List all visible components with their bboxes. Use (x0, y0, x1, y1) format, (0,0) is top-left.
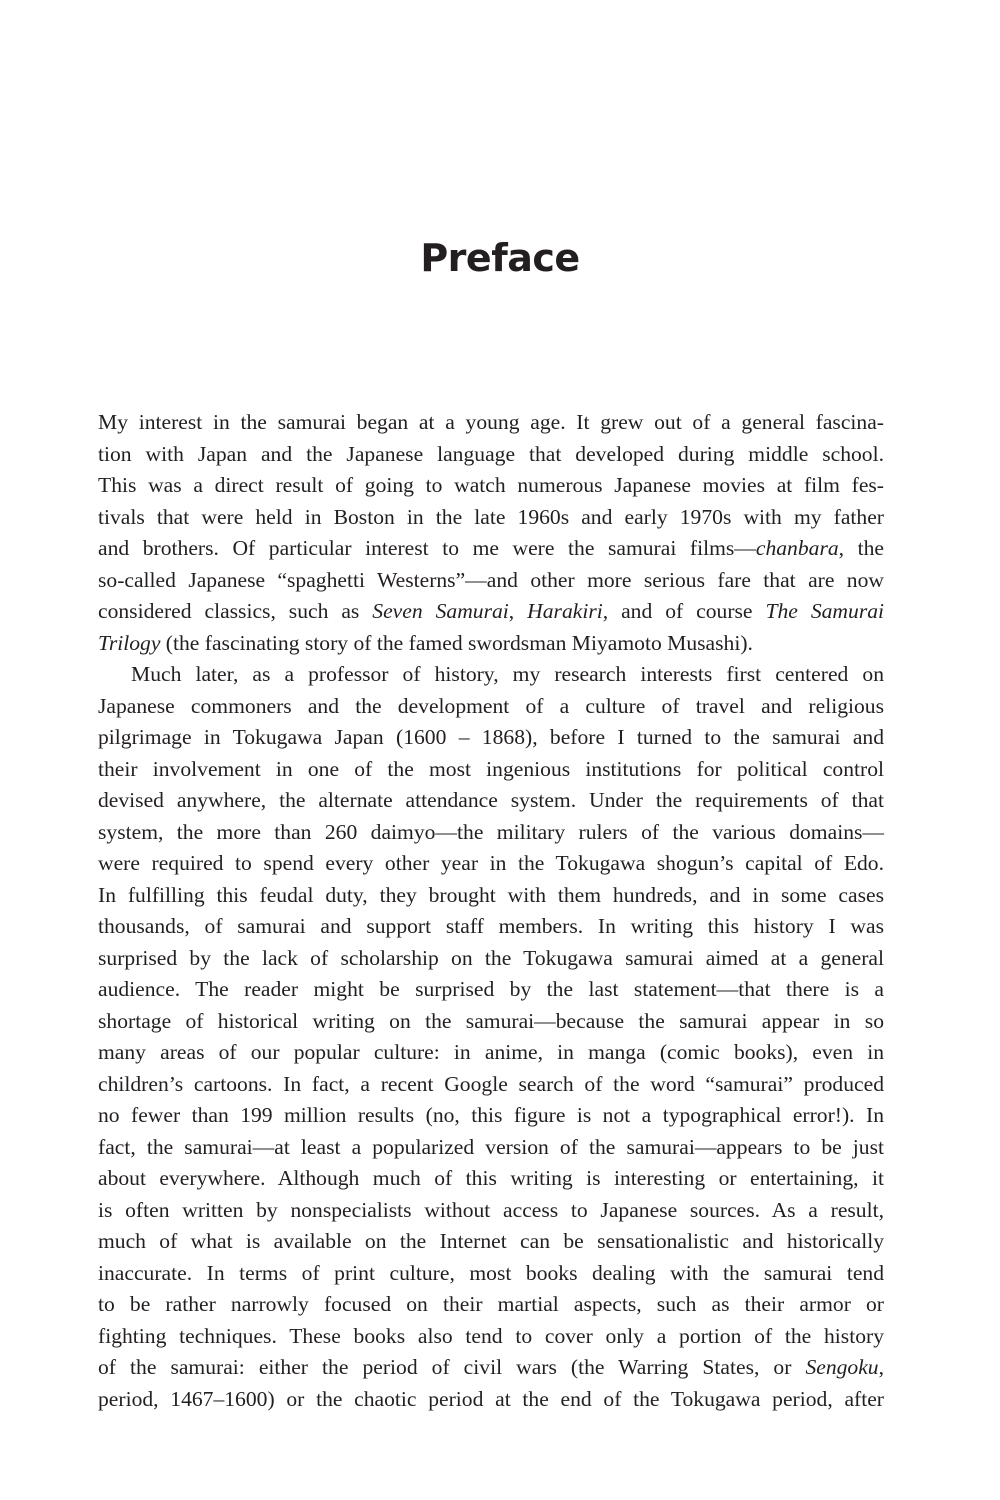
text-line: In fulfilling this feudal duty, they brought with them hundreds, and in some cases (98, 882, 884, 907)
text-line: period, 1467–1600) or the chaotic period at the end of the Tokugawa period, after (98, 1386, 884, 1411)
text-line: This was a direct result of going to watch numerous Japanese movies at film fes- (98, 473, 884, 497)
text-line: children’s cartoons. In fact, a recent Google search of the word “samurai” produced (98, 1071, 884, 1096)
chapter-title: Preface (420, 236, 580, 280)
text-segment: , (878, 1355, 884, 1379)
text-line: were required to spend every other year in the Tokugawa shogun’s capital of Edo. (98, 851, 884, 875)
text-line: many areas of our popular culture: in anime, in manga (comic books), even in (98, 1040, 884, 1064)
italic-text: Trilogy (98, 630, 161, 655)
text-line: so-called Japanese “spaghetti Westerns”—and other more serious fare that are now (98, 567, 884, 592)
text-line: about everywhere. Although much of this writing is interesting or entertaining, it (98, 1166, 884, 1190)
italic-text: Sengoku (805, 1355, 879, 1379)
text-line: My interest in the samurai began at a young age. It grew out of a general fascina- (98, 410, 884, 434)
text-line: system, the more than 260 daimyo—the military rulers of the various domains— (98, 819, 884, 844)
text-segment: (the fascinating story of the famed swordsman Miyamoto Musashi). (160, 630, 753, 655)
text-line: devised anywhere, the alternate attendance system. Under the requirements of that (98, 788, 884, 812)
text-line: Japanese commoners and the development of a culture of travel and religious (98, 693, 884, 718)
text-segment: and brothers. Of particular interest to me were the samurai films— (98, 536, 756, 560)
text-line (98, 628, 884, 660)
text-line: is often written by nonspecialists without access to Japanese sources. As a result, (98, 1197, 884, 1222)
text-line: inaccurate. In terms of print culture, most books dealing with the samurai tend (98, 1260, 884, 1285)
text-segment: considered classics, such as (98, 599, 373, 623)
text-line: thousands, of samurai and support staff members. In writing this history I was (98, 914, 884, 938)
text-line: fact, the samurai—at least a popularized version of the samurai—appears to be just (98, 1134, 884, 1159)
text-line: surprised by the lack of scholarship on the Tokugawa samurai aimed at a general (98, 945, 884, 970)
text-line: fighting techniques. These books also tend to cover only a portion of the history (98, 1323, 884, 1348)
text-line: Much later, as a professor of history, my research interests first centered on (131, 662, 884, 686)
text-line: shortage of historical writing on the samurai—because the samurai appear in so (98, 1008, 884, 1033)
text-line: audience. The reader might be surprised by the last statement—that there is a (98, 977, 884, 1001)
italic-text: The Samurai (765, 599, 885, 623)
text-line (98, 1352, 884, 1384)
text-line: no fewer than 199 million results (no, this figure is not a typographical error!). In (98, 1103, 884, 1127)
text-segment: , the (838, 536, 884, 560)
text-line: much of what is available on the Internet can be sensationalistic and historically (98, 1229, 884, 1253)
text-segment: , and of course (602, 599, 766, 623)
body-text (98, 407, 884, 1415)
text-line (98, 596, 884, 628)
text-segment: of the samurai: either the period of civil wars (the Warring States, or (98, 1355, 806, 1379)
italic-text: chanbara (755, 536, 839, 560)
text-line: to be rather narrowly focused on their martial aspects, such as their armor or (98, 1292, 884, 1316)
text-line: tion with Japan and the Japanese language that developed during middle school. (98, 441, 884, 466)
italic-text: Harakiri (527, 599, 603, 623)
paragraph-2 (98, 659, 884, 1415)
italic-text: Seven Samurai (372, 599, 509, 623)
text-line: their involvement in one of the most ingenious institutions for political control (98, 756, 884, 781)
text-segment: , (508, 599, 528, 623)
text-line: pilgrimage in Tokugawa Japan (1600 – 1868), before I turned to the samurai and (98, 725, 884, 749)
paragraph-1 (98, 407, 884, 659)
text-line: tivals that were held in Boston in the late 1960s and early 1970s with my father (98, 504, 884, 529)
text-line (98, 533, 884, 565)
